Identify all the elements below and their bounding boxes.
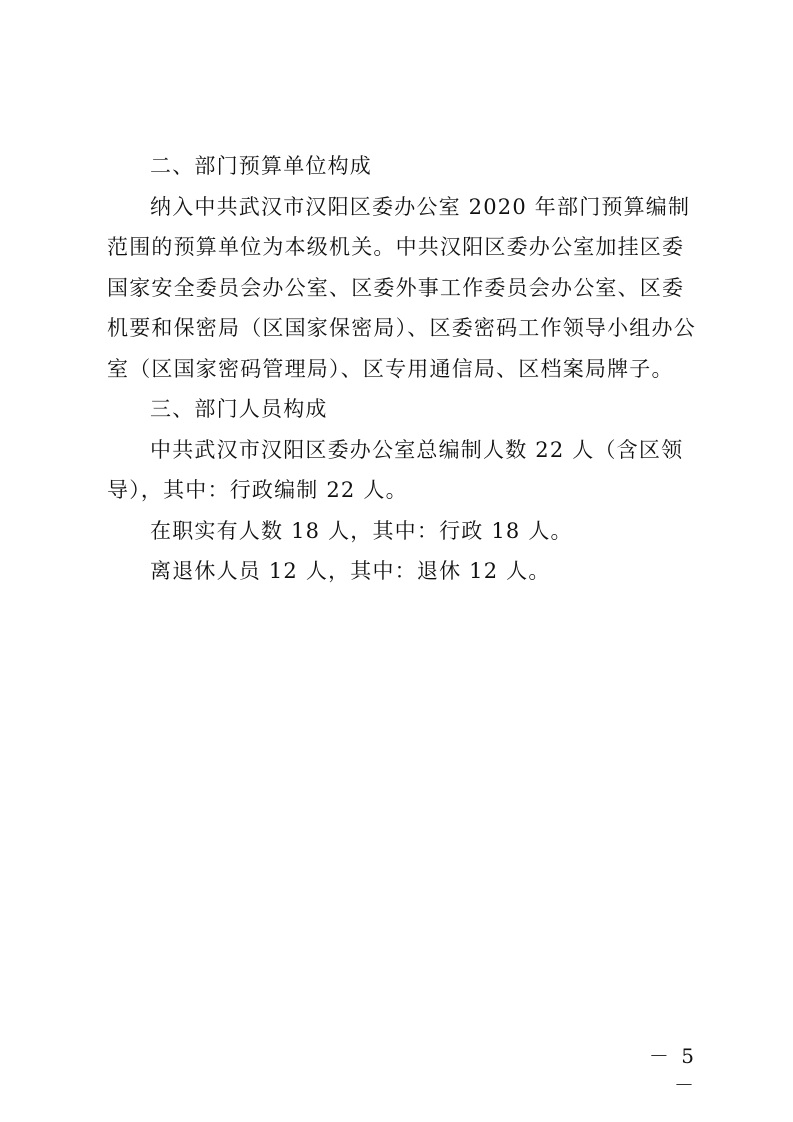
section-2-paragraph: 纳入中共武汉市汉阳区委办公室 2020 年部门预算编制范围的预算单位为本级机关。中共汉阳区委办公室加挂区委国家安全委员会办公室、区委外事工作委员会办公室、区委机要和保密局（区国家保密局）、区委密码工作领导小组办公室（区国家密码管理局）、区专用通信局、区档案局牌子。 [107, 194, 696, 381]
section-3-paragraph-active: 在职实有人数 18 人，其中：行政 18 人。 [150, 518, 573, 543]
document-body [107, 146, 697, 592]
section-3-heading: 三、部门人员构成 [150, 397, 328, 421]
section-3-paragraph-retired: 离退休人员 12 人，其中：退休 12 人。 [150, 559, 551, 583]
section-3-paragraph-staffing: 中共武汉市汉阳区委办公室总编制人数 22 人（含区领导），其中：行政编制 22 人。 [107, 437, 684, 502]
page-number: － 5 － [648, 1044, 697, 1097]
section-2-heading: 二、部门预算单位构成 [150, 154, 372, 178]
